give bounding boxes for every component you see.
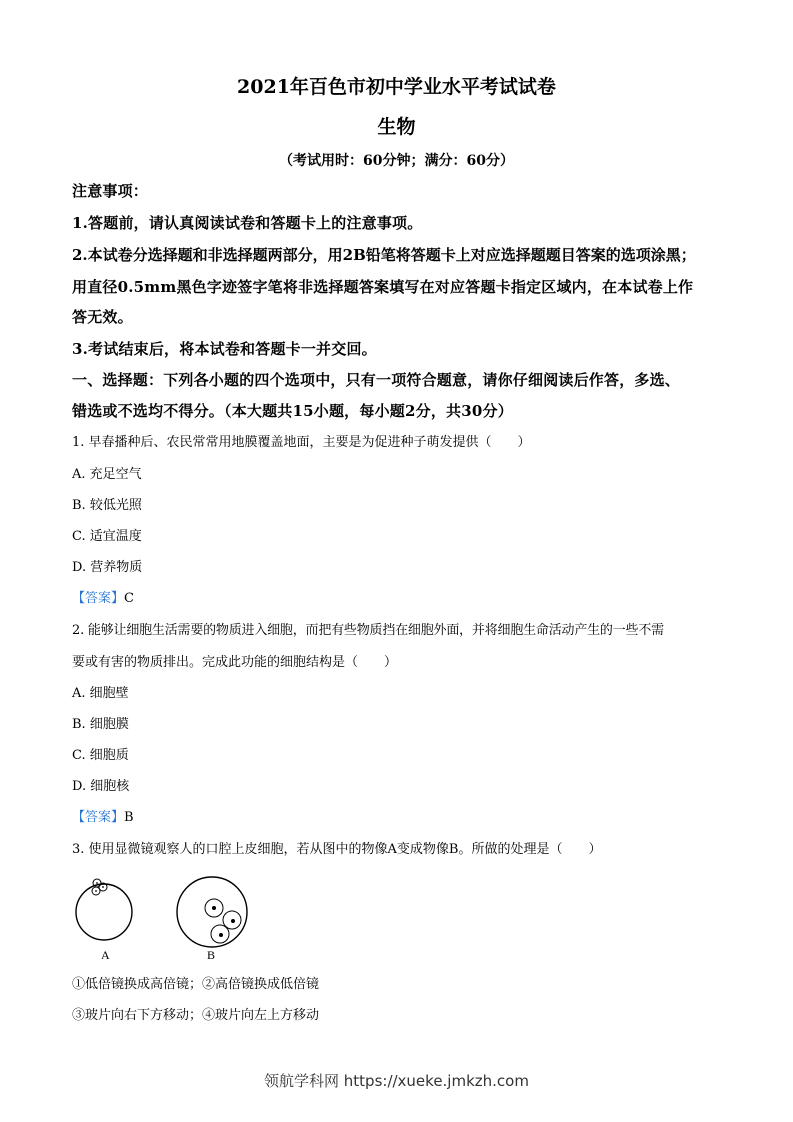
q2-stem-line-1: 2. 能够让细胞生活需要的物质进入细胞，而把有些物质挡在细胞外面，并将细胞生命活动产生的一些不需 <box>72 623 664 638</box>
answer-value: B <box>124 810 134 825</box>
note-1: 1.答题前，请认真阅读试卷和答题卡上的注意事项。 <box>72 214 423 232</box>
q2-option-c: C. 细胞质 <box>72 748 129 763</box>
note-3: 3.考试结束后，将本试卷和答题卡一并交回。 <box>72 340 377 358</box>
q2-answer <box>72 806 732 825</box>
q1-option-c: C. 适宜温度 <box>72 529 142 544</box>
q1-option-a: A. 充足空气 <box>72 467 142 482</box>
view-b <box>177 877 247 962</box>
note-2-line-2: 用直径0.5mm黑色字迹签字笔将非选择题答案填写在对应答题卡指定区域内，在本试卷上作 <box>72 278 694 296</box>
answer-label: 【答案】 <box>72 591 125 606</box>
q2-option-b: B. 细胞膜 <box>72 717 129 732</box>
notes-heading: 注意事项： <box>72 182 149 200</box>
note-2-line-3: 答无效。 <box>72 308 133 326</box>
microscope-figure <box>72 870 262 965</box>
subject-title: 生物 <box>377 116 416 138</box>
view-a <box>76 879 132 962</box>
figure-label-b: B <box>207 948 216 962</box>
note-2-line-1: 2.本试卷分选择题和非选择题两部分，用2B铅笔将答题卡上对应选择题题目答案的选项涂黑； <box>72 246 696 264</box>
exam-title: 2021年百色市初中学业水平考试试卷 <box>237 76 556 98</box>
q1-answer <box>72 587 732 606</box>
q2-option-d: D. 细胞核 <box>72 779 130 794</box>
q2-stem-line-2: 要或有害的物质排出。完成此功能的细胞结构是（ ） <box>72 655 398 670</box>
section-heading-line-1: 一、选择题：下列各小题的四个选项中，只有一项符合题意，请你仔细阅读后作答，多选、 <box>72 371 681 389</box>
q3-options-line-2: ③玻片向右下方移动；④玻片向左上方移动 <box>72 1008 320 1023</box>
q3-options-line-1: ①低倍镜换成高倍镜；②高倍镜换成低倍镜 <box>72 977 320 992</box>
q1-option-d: D. 营养物质 <box>72 560 143 575</box>
footer-watermark[interactable]: 领航学科网 https://xueke.jmkzh.com <box>264 1072 529 1090</box>
q1-stem: 1. 早春播种后、农民常常用地膜覆盖地面，主要是为促进种子萌发提供（ ） <box>72 435 531 450</box>
q2-option-a: A. 细胞壁 <box>72 686 129 701</box>
q1-option-b: B. 较低光照 <box>72 498 142 513</box>
time-info: （考试用时：60分钟；满分：60分） <box>279 153 514 169</box>
answer-value: C <box>124 591 134 606</box>
answer-label: 【答案】 <box>72 810 125 825</box>
q3-stem: 3. 使用显微镜观察人的口腔上皮细胞，若从图中的物像A变成物像B。所做的处理是（ ） <box>72 842 602 857</box>
figure-label-a: A <box>101 948 110 962</box>
section-heading-line-2: 错选或不选均不得分。（本大题共15小题，每小题2分，共30分） <box>72 402 513 420</box>
